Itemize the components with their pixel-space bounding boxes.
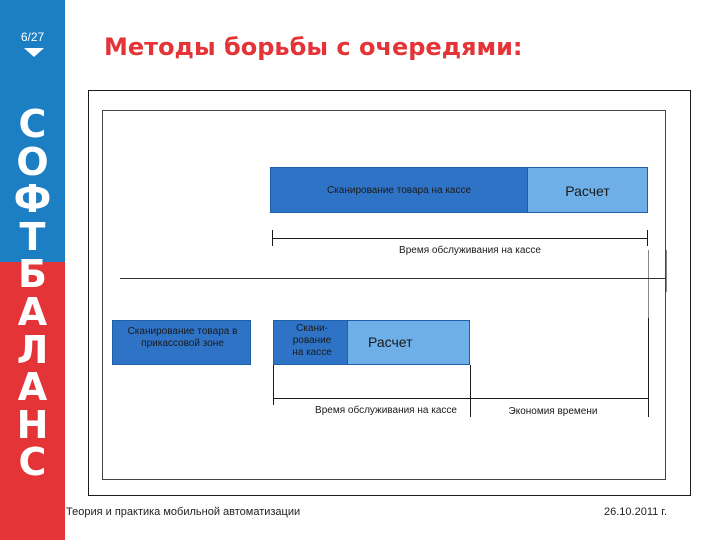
payment-label-short: Расчет: [368, 334, 413, 350]
brand-letter: А: [17, 365, 48, 410]
service-time-label-top: Время обслуживания на кассе: [399, 245, 541, 256]
short-scan-box: [273, 320, 349, 365]
brand-letter: Н: [16, 402, 49, 447]
chevron-down-icon: [24, 48, 44, 57]
footer-date: 26.10.2011 г.: [604, 506, 668, 518]
bracket-bottom-right: [648, 318, 649, 417]
guide-line-right: [648, 250, 649, 318]
savings-bracket: [470, 398, 648, 399]
prescan-zone-box: [112, 320, 251, 365]
separator-line: [120, 278, 666, 279]
brand-letter: Т: [19, 214, 46, 259]
service-time-label-bottom: Время обслуживания на кассе: [315, 405, 457, 416]
service-time-bracket-bottom: [273, 398, 470, 399]
short-scan-label: Скани- рование на кассе: [292, 323, 332, 358]
payment-box: [527, 167, 648, 213]
bracket-tick-right: [647, 230, 648, 246]
brand-letter: Б: [18, 252, 47, 297]
footer-course-title: Теория и практика мобильной автоматизации: [66, 506, 301, 518]
slide-counter: 6/27: [20, 30, 45, 44]
brand-letter: Ф: [13, 177, 52, 222]
scan-at-checkout-label: Сканирование товара на кассе: [326, 185, 472, 196]
bracket-bottom-left: [273, 365, 274, 405]
bracket-tick-left: [272, 230, 273, 246]
brand-letter: А: [17, 289, 48, 334]
brand-logo: [0, 102, 65, 485]
payment-box-short: [347, 320, 470, 365]
brand-sidebar: [0, 0, 65, 540]
page-title: Методы борьбы с очередями:: [104, 33, 523, 61]
diagram-inner-frame: [102, 110, 666, 480]
guide-line-outer: [666, 250, 667, 292]
prescan-zone-label: Сканирование товара в прикассовой зоне: [127, 326, 238, 349]
service-time-bracket-top: [272, 238, 648, 239]
payment-label: Расчет: [565, 183, 610, 199]
brand-letter: Л: [16, 327, 49, 372]
time-savings-label: Экономия времени: [508, 406, 598, 417]
scan-at-checkout-box: [270, 167, 528, 213]
brand-letter: С: [18, 102, 47, 146]
brand-letter: О: [16, 139, 49, 184]
brand-letter: С: [18, 440, 47, 485]
